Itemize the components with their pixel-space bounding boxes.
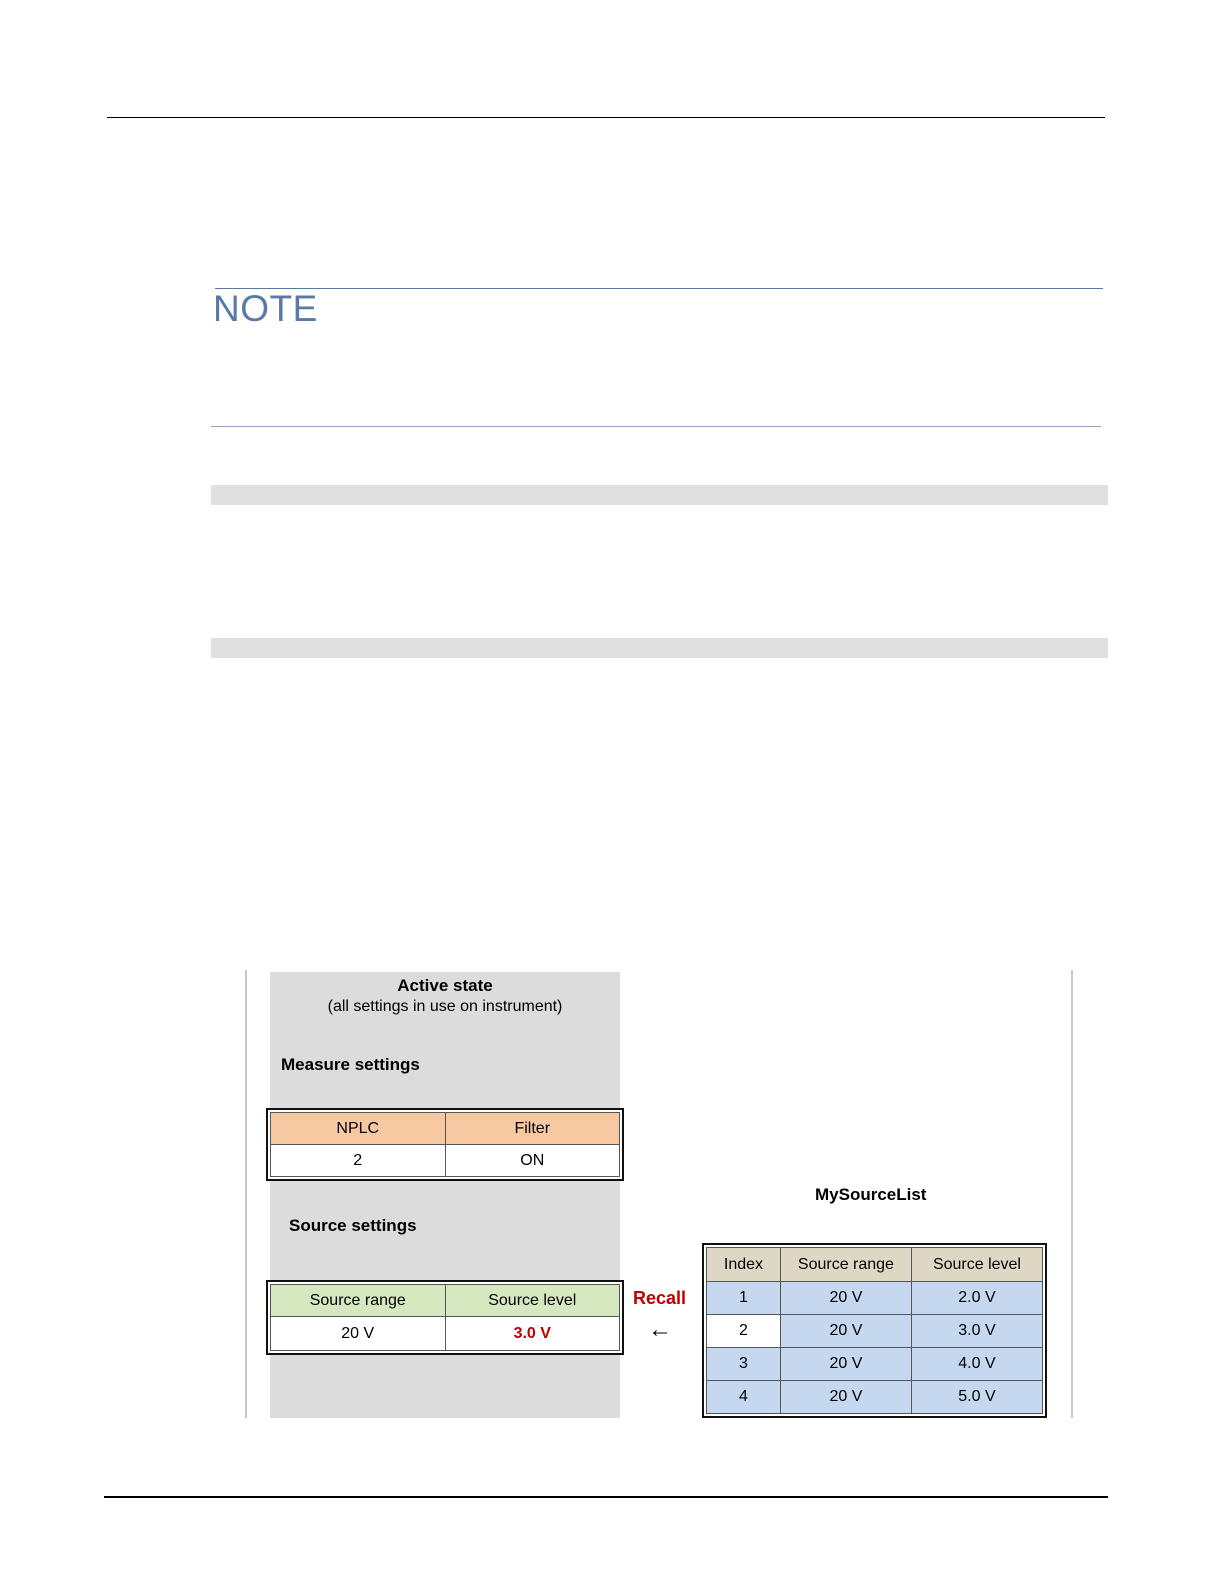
source-settings-table	[266, 1280, 624, 1355]
table-cell: 4.0 V	[911, 1348, 1042, 1381]
table-cell: 3.0 V	[911, 1315, 1042, 1348]
measure-settings-label: Measure settings	[281, 1055, 420, 1074]
code-example-bar	[211, 485, 1108, 505]
configuration-list-figure	[245, 970, 1075, 1418]
table-header-row	[271, 1285, 620, 1317]
figure-left-border	[245, 970, 247, 1418]
left-arrow-icon: ←	[648, 1316, 672, 1343]
source-list-title: MySourceList	[815, 1185, 927, 1204]
active-state-title: Active state	[397, 976, 493, 995]
table-cell: 2	[271, 1145, 446, 1177]
table-header-cell: Source range	[780, 1248, 911, 1282]
table-cell: 20 V	[780, 1381, 911, 1414]
table-cell: 2	[707, 1315, 781, 1348]
measure-settings-table	[266, 1108, 624, 1181]
table-cell: 20 V	[780, 1348, 911, 1381]
table-cell: 1	[707, 1282, 781, 1315]
table-row	[707, 1381, 1043, 1414]
footer-rule	[104, 1496, 1108, 1498]
table-header-cell: NPLC	[271, 1113, 446, 1145]
table-cell: 4	[707, 1381, 781, 1414]
header-rule	[107, 117, 1105, 118]
table-header-cell: Source range	[271, 1285, 446, 1317]
table-cell: 5.0 V	[911, 1381, 1042, 1414]
recall-label: Recall	[633, 1288, 687, 1308]
table-cell: 20 V	[780, 1315, 911, 1348]
table-row	[707, 1282, 1043, 1315]
table-row	[707, 1348, 1043, 1381]
table-header-cell: Source level	[445, 1285, 620, 1317]
table-cell: 20 V	[271, 1317, 446, 1351]
table-header-cell: Source level	[911, 1248, 1042, 1282]
active-state-subtitle: (all settings in use on instrument)	[327, 998, 563, 1015]
note-title: NOTE	[213, 288, 318, 329]
table-cell: ON	[445, 1145, 620, 1177]
code-example-bar	[211, 638, 1108, 658]
active-source-level-cell: 3.0 V	[445, 1317, 620, 1351]
table-row	[271, 1317, 620, 1351]
table-header-row	[271, 1113, 620, 1145]
figure-right-border	[1071, 970, 1073, 1418]
table-row	[707, 1315, 1043, 1348]
table-row	[271, 1145, 620, 1177]
source-list-table	[702, 1243, 1047, 1418]
table-header-row	[707, 1248, 1043, 1282]
note-top-rule	[215, 288, 1103, 289]
table-header-cell: Index	[707, 1248, 781, 1282]
source-settings-label: Source settings	[289, 1216, 417, 1235]
table-cell: 20 V	[780, 1282, 911, 1315]
table-cell: 3	[707, 1348, 781, 1381]
table-header-cell: Filter	[445, 1113, 620, 1145]
note-bottom-rule	[211, 426, 1101, 427]
table-cell: 2.0 V	[911, 1282, 1042, 1315]
